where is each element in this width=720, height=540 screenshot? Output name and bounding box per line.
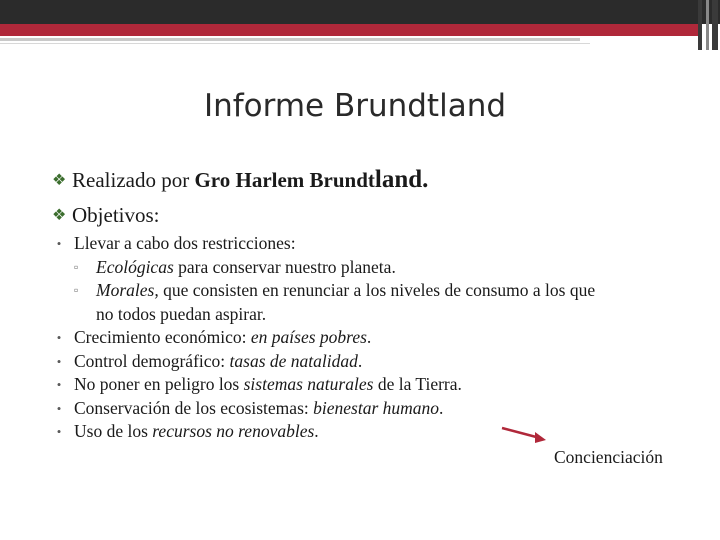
list-item: • No poner en peligro los sistemas naturales de la Tierra. [52,373,595,397]
concienciacion-label: Concienciación [554,447,663,467]
header-dark-band [0,0,720,24]
bullet-dot-icon: • [56,424,62,439]
diamond-bullet-icon: ❖ [52,172,67,189]
square-bullet-icon: ▫ [74,283,79,297]
bullet-dot-icon: • [56,236,62,251]
bullet-dot-icon: • [56,400,62,416]
header-vertical-bars [696,0,720,50]
list-item: • Conservación de los ecosistemas: bienestar humano. [52,397,595,421]
sub-list-item: ▫ Morales, que consisten en renunciar a los niveles de consumo a los que [52,279,595,303]
objectives-list [52,232,595,444]
list-item: • Control demográfico: tasas de natalidad. [52,350,595,374]
arrow-icon [500,424,550,446]
header-gray-line [0,38,580,41]
bullet-dot-icon: • [56,377,62,392]
diamond-bullet-icon: ❖ [52,207,67,224]
header-thin-line [0,43,590,44]
bullet-realizado: ❖ Realizado por Gro Harlem Brundtland. [52,166,429,193]
bullet-dot-icon: • [56,330,62,345]
square-bullet-icon: ▫ [74,259,79,274]
slide-header-decoration [0,0,720,50]
list-item: • Crecimiento económico: en países pobres. [52,326,595,350]
bullet-objetivos: ❖ Objetivos: [52,203,160,227]
list-item: • Uso de los recursos no renovables. [52,420,595,444]
list-item: • Llevar a cabo dos restricciones: [52,232,595,256]
slide-title: Informe Brundtland [203,88,507,124]
sub-list-item: ▫ Ecológicas para conservar nuestro planeta. [52,256,595,280]
header-red-band [0,24,698,36]
sub-list-item-continuation: no todos puedan aspirar. [96,303,267,324]
bullet-dot-icon: • [56,353,62,369]
